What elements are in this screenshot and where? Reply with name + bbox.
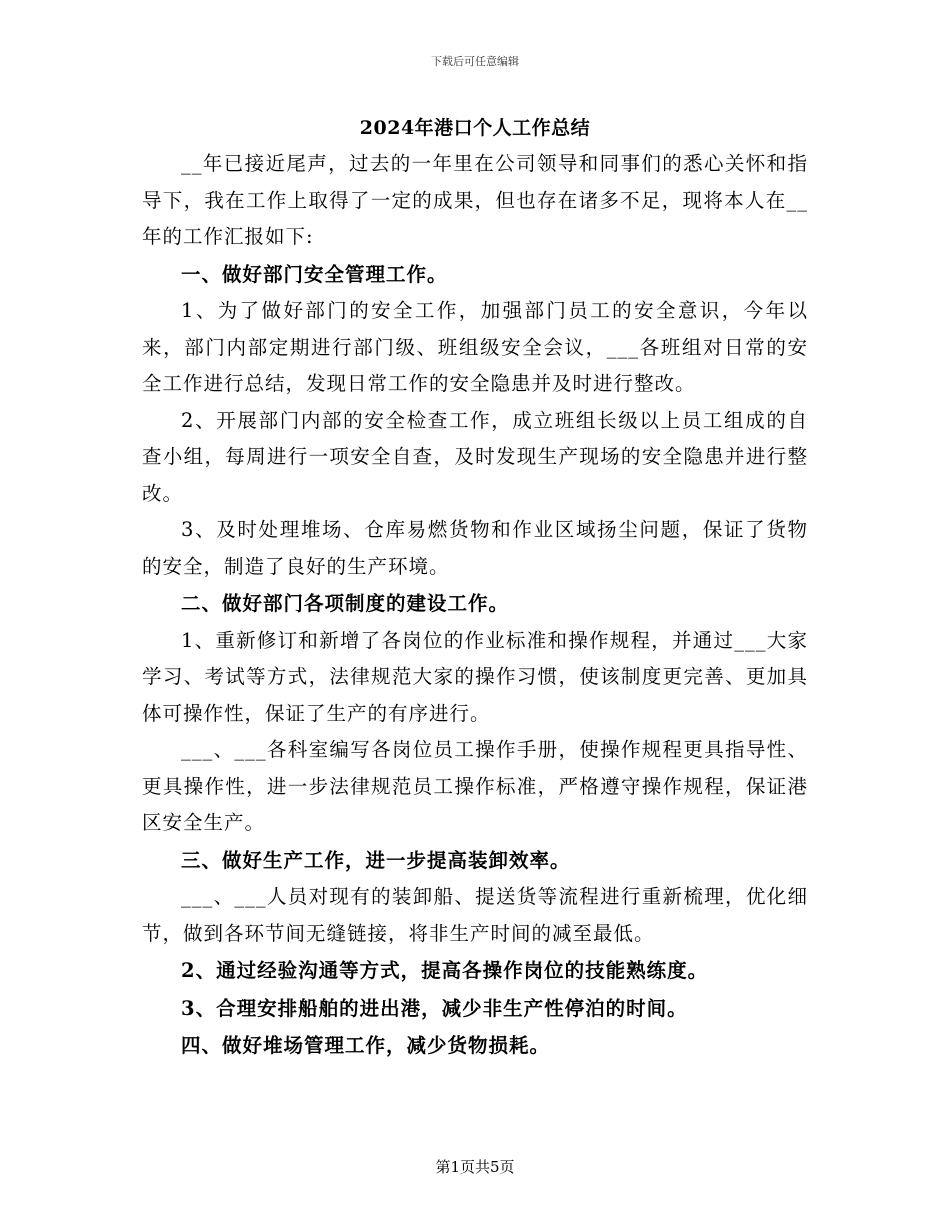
section-heading-3: 三、做好生产工作，进一步提高装卸效率。 xyxy=(181,848,571,872)
paragraph-1-3: 3、及时处理堆场、仓库易燃货物和作业区域扬尘问题，保证了货物的安全，制造了良好的生产环境。 xyxy=(142,518,808,578)
document-body xyxy=(142,146,808,1065)
paragraph-1-2: 2、开展部门内部的安全检查工作，成立班组长级以上员工组成的自查小组，每周进行一项安全自查，及时发现生产现场的安全隐患并进行整改。 xyxy=(142,408,808,505)
paragraph-intro: __年已接近尾声，过去的一年里在公司领导和同事们的悉心关怀和指导下，我在工作上取得了一定的成果，但也存在诸多不足，现将本人在__年的工作汇报如下: xyxy=(142,152,808,248)
section-heading-4: 四、做好堆场管理工作，减少货物损耗。 xyxy=(181,1034,551,1057)
header-note: 下载后可任意编辑 xyxy=(431,55,519,68)
paragraph-1-1: 1、为了做好部门的安全工作，加强部门员工的安全意识，今年以来，部门内部定期进行部门级、班组级安全会议，___各班组对日常的安全工作进行总结，发现日常工作的安全隐患并及时进行整改。 xyxy=(142,299,808,395)
section-heading-1: 一、做好部门安全管理工作。 xyxy=(181,262,448,286)
section-heading-2: 二、做好部门各项制度的建设工作。 xyxy=(181,592,510,615)
paragraph-2-2: ___、___各科室编写各岗位员工操作手册，使操作规程更具指导性、更具操作性，进一步法律规范员工操作标准，严格遵守操作规程，保证港区安全生产。 xyxy=(142,738,808,834)
paragraph-3-3: 3、合理安排船舶的进出港，减少非生产性停泊的时间。 xyxy=(181,996,688,1020)
page-footer: 第1页共5页 xyxy=(435,1158,515,1176)
paragraph-3-1: ___、___人员对现有的装卸船、提送货等流程进行重新梳理，优化细节，做到各环节间无缝链接，将非生产时间的减至最低。 xyxy=(142,885,808,945)
document-title: 2024年港口个人工作总结 xyxy=(359,117,591,139)
paragraph-3-2: 2、通过经验沟通等方式，提高各操作岗位的技能熟练度。 xyxy=(181,959,709,982)
paragraph-2-1: 1、重新修订和新增了各岗位的作业标准和操作规程，并通过___大家学习、考试等方式，法律规范大家的操作习惯，使该制度更完善、更加具体可操作性，保证了生产的有序进行。 xyxy=(142,628,808,725)
